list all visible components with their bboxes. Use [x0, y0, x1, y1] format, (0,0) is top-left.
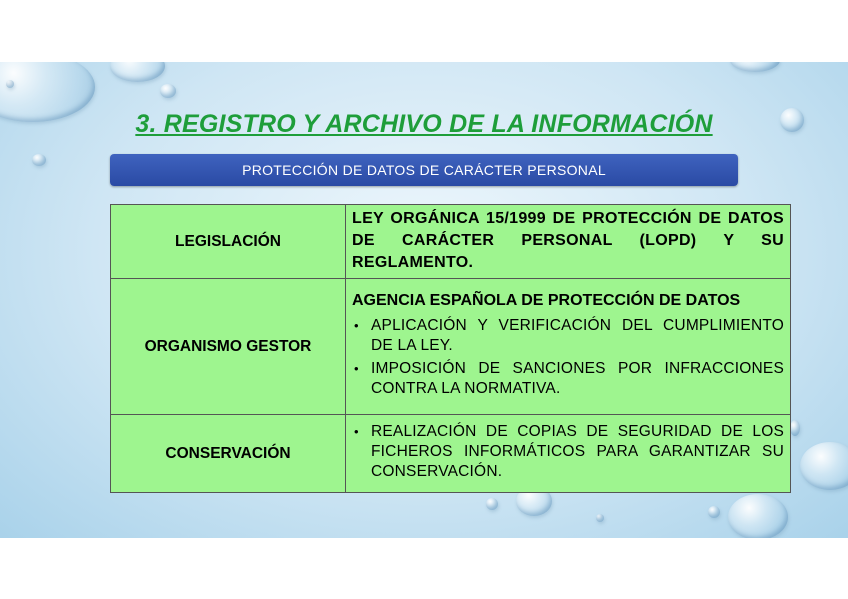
water-drop-decoration [800, 442, 848, 490]
table-row-legislacion [111, 205, 791, 279]
water-drop-decoration [110, 62, 165, 82]
list-item: • REALIZACIÓN DE COPIAS DE SEGURIDAD DE LOS FICHEROS INFORMÁTICOS PARA GARANTIZAR SU CONSERVACIÓN. [354, 422, 784, 480]
data-protection-table [110, 204, 791, 493]
subtitle-banner [110, 154, 738, 186]
water-drop-decoration [730, 62, 780, 72]
water-drop-decoration [708, 506, 720, 518]
water-drop-decoration [160, 84, 176, 98]
slide [0, 62, 848, 538]
water-drop-decoration [32, 154, 46, 166]
bullet-icon: • [354, 318, 359, 333]
water-drop-decoration [6, 80, 14, 88]
water-drop-decoration [486, 498, 498, 510]
list-item: • IMPOSICIÓN DE SANCIONES POR INFRACCIONES CONTRA LA NORMATIVA. [354, 360, 784, 397]
table-row-conservacion [111, 415, 791, 493]
bullet-icon: • [354, 423, 359, 439]
list-item: • APLICACIÓN Y VERIFICACIÓN DEL CUMPLIMIENTO DE LA LEY. [354, 317, 784, 354]
row-label-conservacion: CONSERVACIÓN [111, 415, 346, 493]
row-label-organismo: ORGANISMO GESTOR [111, 279, 346, 415]
row-label-legislacion: LEGISLACIÓN [111, 205, 346, 279]
agency-functions-list [352, 316, 784, 399]
bullet-icon: • [354, 361, 359, 376]
legislation-text: LEY ORGÁNICA 15/1999 DE PROTECCIÓN DE DATOS DE CARÁCTER PERSONAL (LOPD) Y SU REGLAMENTO. [352, 210, 784, 271]
water-drop-decoration [790, 420, 800, 436]
water-drop-decoration [596, 514, 604, 522]
table-row-organismo [111, 279, 791, 415]
slide-title: 3. REGISTRO Y ARCHIVO DE LA INFORMACIÓN [135, 110, 713, 138]
agency-name: AGENCIA ESPAÑOLA DE PROTECCIÓN DE DATOS [352, 292, 741, 309]
conservation-list [352, 422, 784, 482]
water-drop-decoration [728, 494, 788, 538]
subtitle-text: PROTECCIÓN DE DATOS DE CARÁCTER PERSONAL [242, 162, 606, 178]
